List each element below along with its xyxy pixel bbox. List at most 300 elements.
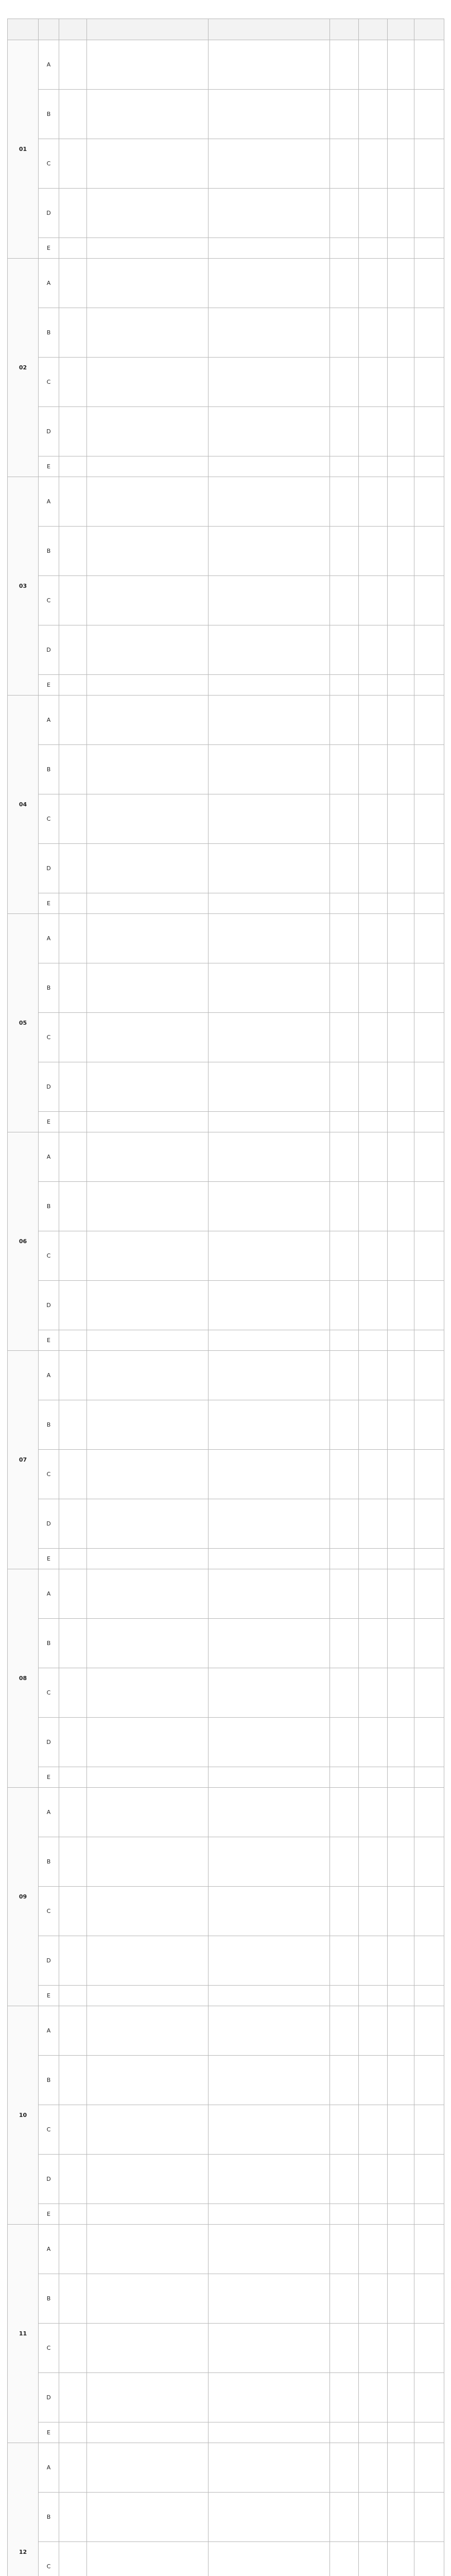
major-a-cell [87,308,209,358]
score-cell [388,1182,414,1231]
duration-cell [414,1231,444,1281]
exam-form-cell [330,1788,359,1837]
major-a-cell [87,625,209,675]
major-b-cell [209,1182,330,1231]
score-cell [388,1887,414,1936]
table-row [8,1400,444,1450]
table-row [8,1986,444,2006]
kind-cell: D [39,1062,59,1112]
major-a-cell [87,1112,209,1132]
exam-form-cell [330,893,359,914]
kind-cell: B [39,2493,59,2542]
table-row [8,1549,444,1569]
exam-mode-cell [359,407,388,456]
major-b-cell [209,407,330,456]
exam-mode-cell [359,1569,388,1619]
category-code: 12 [19,2548,27,2555]
kind-cell: D [39,189,59,238]
duration-cell [414,2422,444,2443]
score-cell [388,1788,414,1837]
score-cell [388,794,414,844]
score-cell [388,238,414,259]
exam-form-cell [330,1549,359,1569]
kind-cell: A [39,259,59,308]
group-cell [59,1062,87,1112]
major-b-cell [209,2274,330,2324]
exam-mode-cell [359,477,388,527]
duration-cell [414,2006,444,2056]
major-b-cell [209,1569,330,1619]
exam-mode-cell [359,1887,388,1936]
exam-mode-cell [359,90,388,139]
table-row [8,2373,444,2422]
kind-cell: C [39,358,59,407]
group-cell [59,527,87,576]
kind-cell: B [39,1182,59,1231]
group-cell [59,259,87,308]
category-code: 05 [19,1019,27,1026]
major-b-cell [209,745,330,794]
kind-cell: C [39,139,59,189]
kind-cell: B [39,90,59,139]
major-a-cell [87,745,209,794]
group-cell [59,844,87,893]
kind-cell: E [39,1112,59,1132]
exam-form-cell [330,40,359,90]
major-b-cell [209,696,330,745]
exam-form-cell [330,1887,359,1936]
header-exam-mode [359,19,388,40]
major-b-cell [209,675,330,696]
score-cell [388,1330,414,1351]
duration-cell [414,844,444,893]
major-b-cell [209,2373,330,2422]
category-cell [8,696,39,914]
duration-cell [414,139,444,189]
table-row [8,696,444,745]
exam-mode-cell [359,1013,388,1062]
score-cell [388,189,414,238]
table-row [8,1062,444,1112]
major-a-cell [87,2056,209,2105]
duration-cell [414,407,444,456]
group-cell [59,794,87,844]
group-cell [59,40,87,90]
major-a-cell [87,844,209,893]
major-b-cell [209,1499,330,1549]
major-b-cell [209,1281,330,1330]
major-b-cell [209,2155,330,2204]
score-cell [388,456,414,477]
duration-cell [414,1718,444,1767]
kind-cell: B [39,2274,59,2324]
exam-form-cell [330,1112,359,1132]
major-a-cell [87,1400,209,1450]
header-group [59,19,87,40]
group-cell [59,2493,87,2542]
group-cell [59,407,87,456]
duration-cell [414,90,444,139]
major-b-cell [209,527,330,576]
header-major-b [209,19,330,40]
exam-mode-cell [359,189,388,238]
major-b-cell [209,963,330,1013]
exam-form-cell [330,2373,359,2422]
score-cell [388,625,414,675]
kind-cell: D [39,1499,59,1549]
exam-form-cell [330,1013,359,1062]
major-a-cell [87,2542,209,2576]
exam-form-cell [330,2274,359,2324]
exam-form-cell [330,1182,359,1231]
major-b-cell [209,2324,330,2373]
kind-cell: A [39,477,59,527]
duration-cell [414,2443,444,2493]
major-a-cell [87,1450,209,1499]
major-a-cell [87,139,209,189]
page-note [7,7,444,19]
major-b-cell [209,1767,330,1788]
score-cell [388,1450,414,1499]
score-cell [388,2443,414,2493]
major-b-cell [209,456,330,477]
score-cell [388,576,414,625]
category-code: 04 [19,801,27,808]
major-b-cell [209,1549,330,1569]
major-a-cell [87,2105,209,2155]
major-a-cell [87,477,209,527]
kind-cell: E [39,456,59,477]
duration-cell [414,1788,444,1837]
table-row [8,1013,444,1062]
group-cell [59,238,87,259]
score-cell [388,40,414,90]
exam-mode-cell [359,1281,388,1330]
exam-form-cell [330,308,359,358]
exam-form-cell [330,914,359,963]
major-b-cell [209,2225,330,2274]
category-cell [8,1351,39,1569]
group-cell [59,1351,87,1400]
duration-cell [414,1569,444,1619]
major-a-cell [87,189,209,238]
exam-form-cell [330,794,359,844]
major-a-cell [87,407,209,456]
exam-mode-cell [359,2542,388,2576]
category-code: 07 [19,1456,27,1463]
duration-cell [414,477,444,527]
exam-form-cell [330,2493,359,2542]
major-b-cell [209,2542,330,2576]
major-a-cell [87,794,209,844]
exam-form-cell [330,1062,359,1112]
major-b-cell [209,1062,330,1112]
group-cell [59,2204,87,2225]
score-cell [388,1569,414,1619]
major-b-cell [209,2006,330,2056]
major-a-cell [87,259,209,308]
major-b-cell [209,1400,330,1450]
score-cell [388,1281,414,1330]
header-exam-form [330,19,359,40]
group-cell [59,2225,87,2274]
duration-cell [414,527,444,576]
major-b-cell [209,1351,330,1400]
table-row [8,1281,444,1330]
table-row [8,2542,444,2576]
exam-form-cell [330,675,359,696]
major-b-cell [209,893,330,914]
exam-mode-cell [359,1549,388,1569]
table-row [8,189,444,238]
duration-cell [414,2056,444,2105]
major-b-cell [209,2422,330,2443]
major-a-cell [87,1182,209,1231]
score-cell [388,1132,414,1182]
major-a-cell [87,1569,209,1619]
exam-mode-cell [359,2443,388,2493]
score-cell [388,527,414,576]
score-cell [388,2225,414,2274]
table-row [8,308,444,358]
group-cell [59,2056,87,2105]
kind-cell: A [39,2443,59,2493]
duration-cell [414,2155,444,2204]
major-a-cell [87,2324,209,2373]
group-cell [59,1788,87,1837]
exam-form-cell [330,139,359,189]
duration-cell [414,259,444,308]
kind-cell: E [39,1986,59,2006]
exam-form-cell [330,1619,359,1668]
table-row [8,456,444,477]
score-cell [388,308,414,358]
score-cell [388,1936,414,1986]
duration-cell [414,1062,444,1112]
kind-cell: E [39,238,59,259]
duration-cell [414,1013,444,1062]
score-cell [388,1499,414,1549]
exam-form-cell [330,2105,359,2155]
duration-cell [414,1330,444,1351]
header-kind [39,19,59,40]
kind-cell: D [39,625,59,675]
major-a-cell [87,2274,209,2324]
major-a-cell [87,696,209,745]
table-row [8,1330,444,1351]
major-b-cell [209,477,330,527]
duration-cell [414,675,444,696]
table-row [8,1499,444,1549]
major-b-cell [209,1619,330,1668]
exam-mode-cell [359,2422,388,2443]
duration-cell [414,2274,444,2324]
category-code: 08 [19,1674,27,1682]
duration-cell [414,2324,444,2373]
exam-form-cell [330,844,359,893]
kind-cell: A [39,1788,59,1837]
exam-mode-cell [359,1619,388,1668]
score-cell [388,844,414,893]
exam-form-cell [330,1281,359,1330]
group-cell [59,2006,87,2056]
table-row [8,40,444,90]
group-cell [59,1887,87,1936]
major-b-cell [209,1668,330,1718]
score-cell [388,2274,414,2324]
score-cell [388,358,414,407]
group-cell [59,2542,87,2576]
major-a-cell [87,40,209,90]
category-code: 09 [19,1893,27,1900]
exam-mode-cell [359,1351,388,1400]
major-b-cell [209,1112,330,1132]
table-row [8,625,444,675]
exam-mode-cell [359,1788,388,1837]
table-row [8,90,444,139]
major-b-cell [209,1330,330,1351]
kind-cell: E [39,2204,59,2225]
duration-cell [414,1400,444,1450]
major-b-cell [209,358,330,407]
table-row [8,893,444,914]
group-cell [59,2155,87,2204]
major-a-cell [87,1788,209,1837]
group-cell [59,1499,87,1549]
exam-form-cell [330,1400,359,1450]
major-a-cell [87,90,209,139]
major-a-cell [87,1013,209,1062]
table-row [8,477,444,527]
table-row [8,2056,444,2105]
group-cell [59,308,87,358]
group-cell [59,1400,87,1450]
major-b-cell [209,2204,330,2225]
score-cell [388,1837,414,1887]
category-cell [8,2006,39,2225]
major-b-cell [209,2105,330,2155]
exam-form-cell [330,358,359,407]
score-cell [388,2493,414,2542]
score-cell [388,2155,414,2204]
score-cell [388,963,414,1013]
group-cell [59,189,87,238]
major-table [7,19,444,2576]
kind-cell: E [39,1330,59,1351]
major-a-cell [87,914,209,963]
header-duration [414,19,444,40]
group-cell [59,2422,87,2443]
exam-form-cell [330,2422,359,2443]
exam-form-cell [330,1767,359,1788]
major-a-cell [87,1499,209,1549]
kind-cell: D [39,844,59,893]
group-cell [59,1569,87,1619]
exam-mode-cell [359,1986,388,2006]
major-b-cell [209,1788,330,1837]
category-cell [8,477,39,696]
table-row [8,963,444,1013]
group-cell [59,625,87,675]
duration-cell [414,1668,444,1718]
exam-mode-cell [359,2056,388,2105]
exam-mode-cell [359,40,388,90]
exam-mode-cell [359,1132,388,1182]
duration-cell [414,576,444,625]
category-cell [8,914,39,1132]
major-a-cell [87,1668,209,1718]
table-row [8,2204,444,2225]
duration-cell [414,1619,444,1668]
major-b-cell [209,914,330,963]
exam-form-cell [330,1330,359,1351]
duration-cell [414,1499,444,1549]
major-a-cell [87,1062,209,1112]
exam-mode-cell [359,527,388,576]
kind-cell: A [39,696,59,745]
score-cell [388,2204,414,2225]
duration-cell [414,1986,444,2006]
kind-cell: A [39,2225,59,2274]
major-b-cell [209,1837,330,1887]
score-cell [388,1986,414,2006]
table-row [8,2274,444,2324]
exam-mode-cell [359,1718,388,1767]
table-row [8,2155,444,2204]
major-b-cell [209,625,330,675]
major-a-cell [87,1351,209,1400]
major-b-cell [209,2056,330,2105]
table-row [8,1132,444,1182]
exam-form-cell [330,238,359,259]
score-cell [388,1718,414,1767]
group-cell [59,1837,87,1887]
score-cell [388,1351,414,1400]
group-cell [59,745,87,794]
major-b-cell [209,1231,330,1281]
header-score [388,19,414,40]
major-b-cell [209,2493,330,2542]
category-code: 03 [19,582,27,589]
duration-cell [414,2225,444,2274]
exam-mode-cell [359,844,388,893]
group-cell [59,2443,87,2493]
duration-cell [414,696,444,745]
kind-cell: A [39,1569,59,1619]
table-row [8,139,444,189]
duration-cell [414,1132,444,1182]
major-a-cell [87,2493,209,2542]
score-cell [388,139,414,189]
category-cell [8,259,39,477]
major-a-cell [87,2422,209,2443]
exam-form-cell [330,527,359,576]
major-a-cell [87,1887,209,1936]
table-row [8,358,444,407]
exam-form-cell [330,90,359,139]
category-cell [8,1132,39,1351]
exam-mode-cell [359,1767,388,1788]
major-b-cell [209,90,330,139]
exam-form-cell [330,1132,359,1182]
table-row [8,259,444,308]
table-row [8,1182,444,1231]
score-cell [388,477,414,527]
group-cell [59,1450,87,1499]
group-cell [59,1013,87,1062]
group-cell [59,1231,87,1281]
score-cell [388,1400,414,1450]
